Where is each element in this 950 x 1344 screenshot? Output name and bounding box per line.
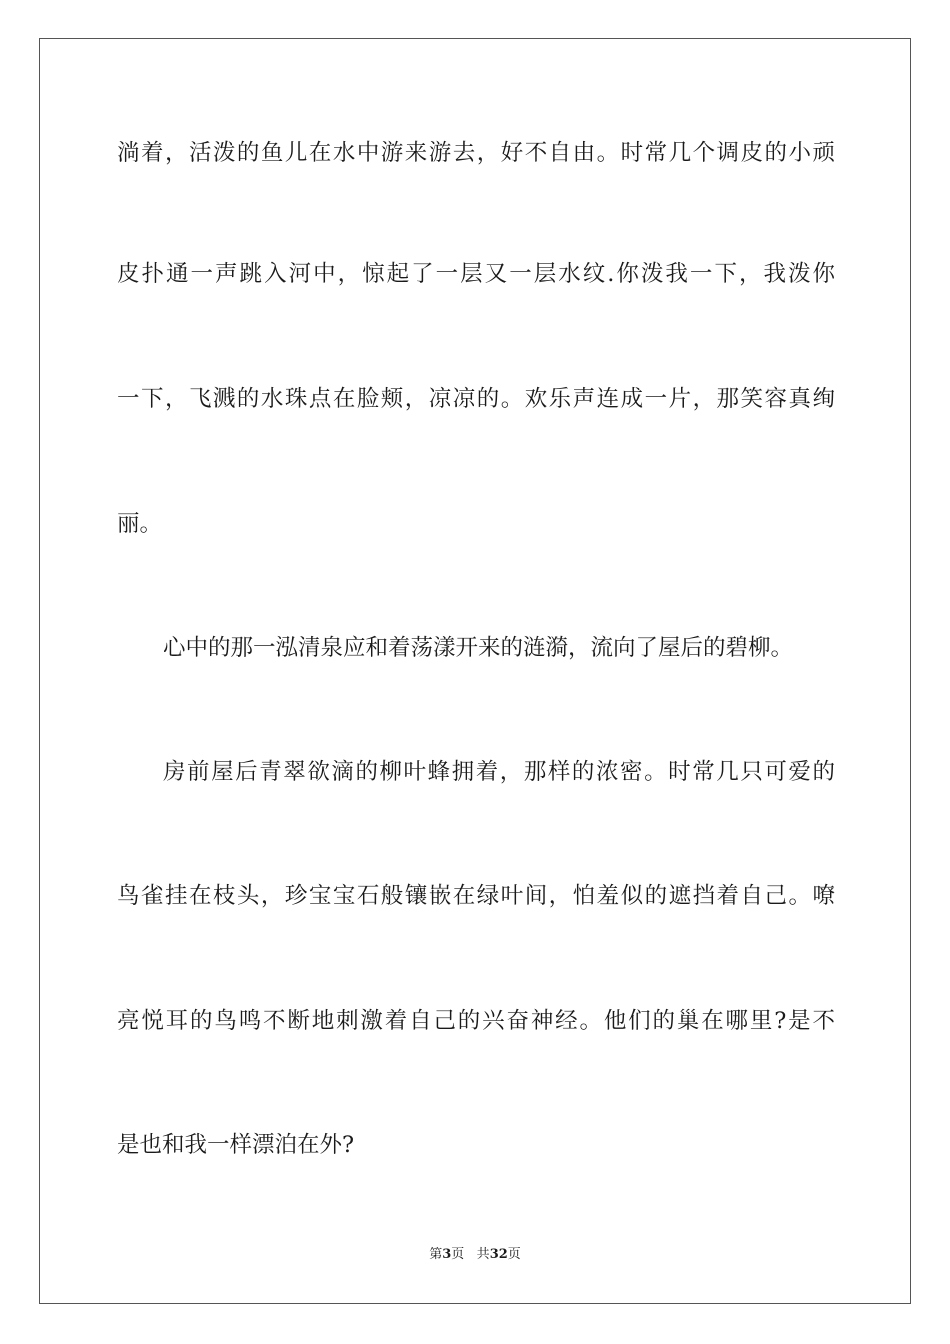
- page-suffix: 页: [451, 1247, 465, 1262]
- page-prefix: 第: [429, 1247, 443, 1262]
- text-line: 一下，飞溅的水珠点在脸颊，凉凉的。欢乐声连成一片，那笑容真绚: [117, 386, 835, 412]
- page-border: [39, 38, 911, 1304]
- text-line: 淌着，活泼的鱼儿在水中游来游去，好不自由。时常几个调皮的小顽: [117, 140, 835, 166]
- total-prefix: 共: [476, 1247, 490, 1262]
- text-line: 是也和我一样漂泊在外?: [117, 1132, 355, 1158]
- page-number: 3: [442, 1247, 452, 1262]
- text-line: 亮悦耳的鸟鸣不断地刺激着自己的兴奋神经。他们的巢在哪里?是不: [117, 1008, 835, 1034]
- text-line: 丽。: [117, 511, 163, 537]
- text-line-indented: 房前屋后青翠欲滴的柳叶蜂拥着，那样的浓密。时常几只可爱的: [163, 759, 835, 785]
- page-footer: [0, 1247, 950, 1263]
- text-line: 皮扑通一声跳入河中，惊起了一层又一层水纹.你泼我一下，我泼你: [117, 261, 835, 287]
- total-suffix: 页: [507, 1247, 521, 1262]
- total-pages: 32: [489, 1247, 508, 1262]
- text-line-indented: 心中的那一泓清泉应和着荡漾开来的涟漪，流向了屋后的碧柳。: [163, 635, 794, 661]
- text-line: 鸟雀挂在枝头，珍宝宝石般镶嵌在绿叶间，怕羞似的遮挡着自己。嘹: [117, 883, 835, 909]
